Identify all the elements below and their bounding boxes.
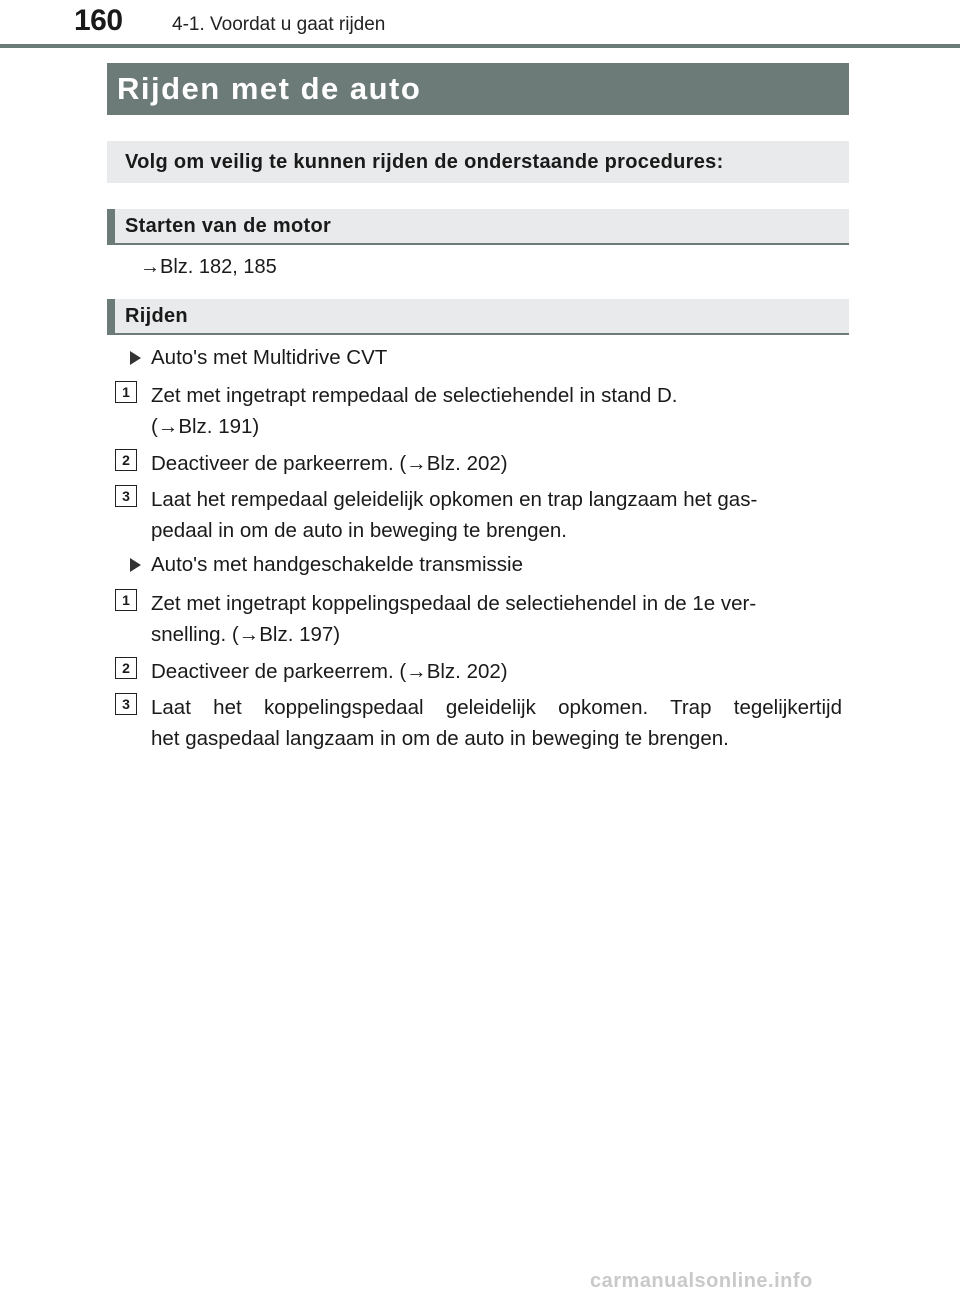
step-text (151, 380, 842, 442)
section-heading-start (107, 209, 849, 245)
start-reference: →Blz. 182, 185 (140, 256, 277, 278)
watermark: carmanualsonline.info (590, 1270, 813, 1292)
step-number-box: 3 (115, 693, 137, 715)
section-heading-label: Rijden (125, 304, 188, 327)
page-number: 160 (74, 4, 123, 37)
step-text (151, 484, 842, 546)
cvt-subheading (130, 346, 387, 370)
intro-box (107, 141, 849, 183)
step-line: Deactiveer de parkeerrem. (→Blz. 202) (151, 660, 508, 683)
chapter-title: 4-1. Voordat u gaat rijden (172, 14, 386, 35)
intro-text: Volg om veilig te kunnen rijden de onderstaande procedures: (125, 150, 724, 173)
manual-subheading (130, 553, 523, 577)
section-heading-drive (107, 299, 849, 335)
title-bar (107, 63, 849, 115)
step-number-box: 2 (115, 449, 137, 471)
step-number-box: 3 (115, 485, 137, 507)
section-heading-label: Starten van de motor (125, 214, 332, 237)
step-number-box: 2 (115, 657, 137, 679)
step-number-box: 1 (115, 381, 137, 403)
step-line: (→Blz. 191) (151, 415, 260, 438)
step-text (151, 656, 842, 687)
cvt-label: Auto's met Multidrive CVT (151, 346, 388, 369)
step-number-box: 1 (115, 589, 137, 611)
step-line: Zet met ingetrapt koppelingspedaal de selectiehendel in de 1e ver- (151, 592, 757, 615)
step-text (151, 448, 842, 479)
step-line: het gaspedaal langzaam in om de auto in beweging te brengen. (151, 727, 729, 750)
step-text (151, 692, 842, 754)
triangle-bullet-icon (130, 351, 141, 365)
step-line: Deactiveer de parkeerrem. (→Blz. 202) (151, 452, 508, 475)
step-text (151, 588, 842, 650)
manual-label: Auto's met handgeschakelde transmissie (151, 553, 523, 576)
page-title: Rijden met de auto (117, 71, 422, 106)
header-rule (0, 44, 960, 48)
step-line: pedaal in om de auto in beweging te brengen. (151, 519, 568, 542)
step-line: snelling. (→Blz. 197) (151, 623, 341, 646)
step-line: Laat het rempedaal geleidelijk opkomen en trap langzaam het gas- (151, 488, 758, 511)
step-line: Zet met ingetrapt rempedaal de selectiehendel in stand D. (151, 384, 678, 407)
step-line: Laat het koppelingspedaal geleidelijk opkomen. Trap tegelijkertijd (151, 696, 842, 719)
triangle-bullet-icon (130, 558, 141, 572)
